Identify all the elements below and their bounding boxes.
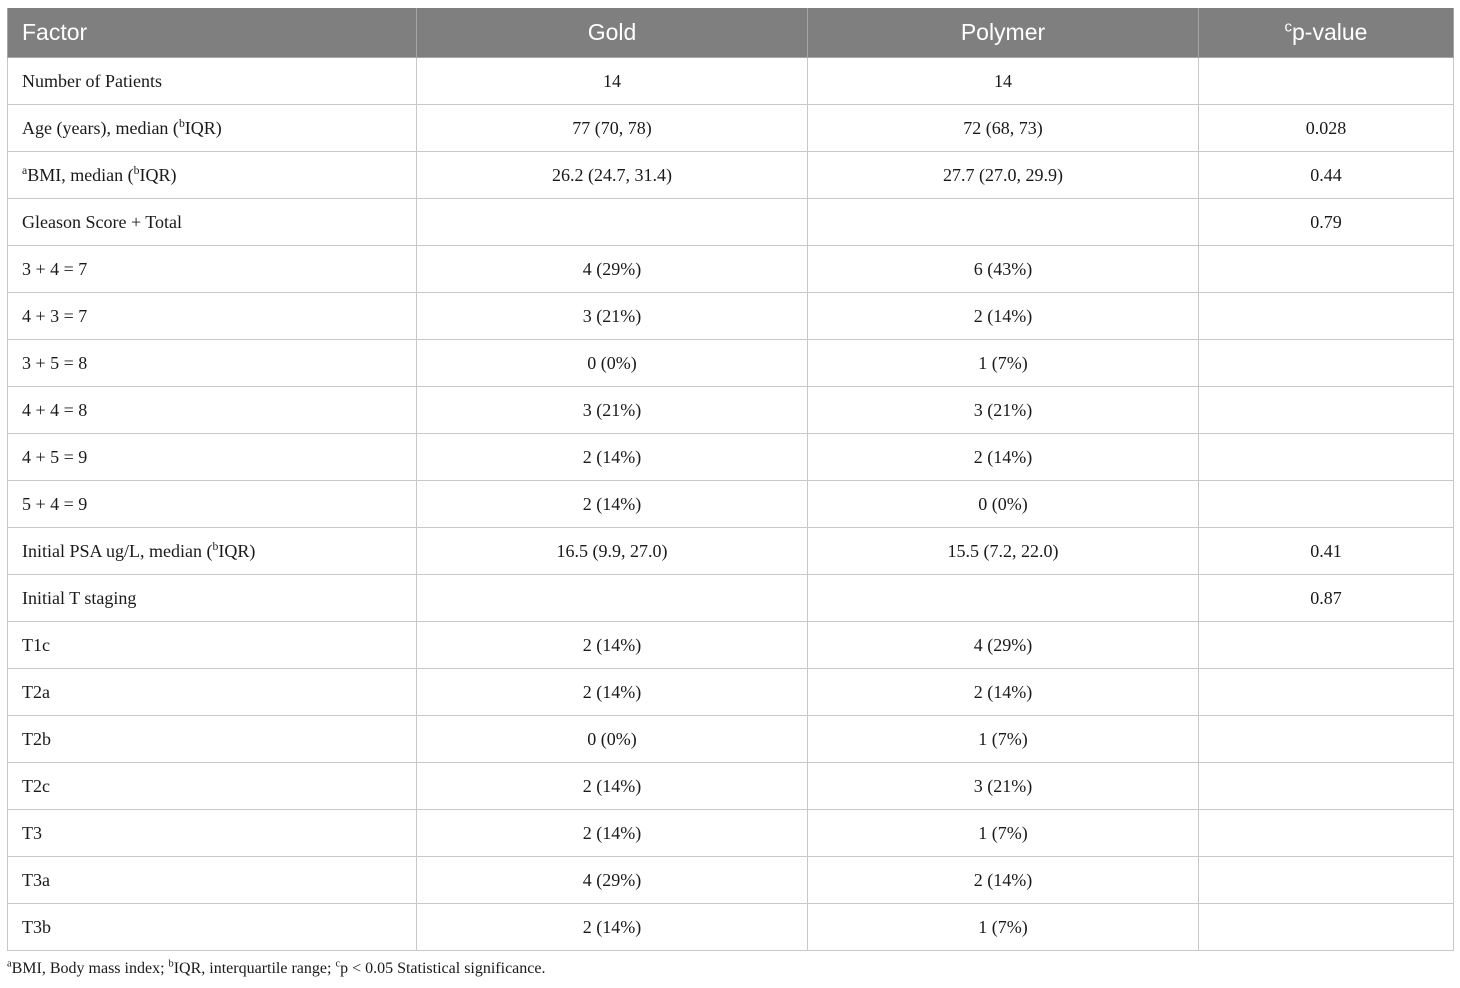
pvalue-cell: 0.87 [1199, 575, 1454, 622]
factor-cell [8, 246, 417, 293]
table-row [8, 763, 1454, 810]
polymer-cell: 6 (43%) [808, 246, 1199, 293]
gold-cell: 77 (70, 78) [417, 105, 808, 152]
table-row [8, 904, 1454, 951]
factor-label: T3 [22, 822, 42, 843]
header-gold: Gold [417, 8, 808, 58]
polymer-cell [808, 575, 1199, 622]
polymer-cell: 2 (14%) [808, 669, 1199, 716]
gold-cell [417, 575, 808, 622]
factor-label: 4 + 4 = 8 [22, 399, 88, 420]
factor-superscript: b [133, 163, 140, 177]
polymer-cell: 2 (14%) [808, 434, 1199, 481]
gold-cell: 0 (0%) [417, 716, 808, 763]
pvalue-cell: 0.79 [1199, 199, 1454, 246]
factor-cell [8, 199, 417, 246]
table-row [8, 340, 1454, 387]
table-row [8, 105, 1454, 152]
factor-cell [8, 434, 417, 481]
factor-cell [8, 857, 417, 904]
factor-label-suffix: IQR) [139, 164, 177, 185]
factor-cell [8, 716, 417, 763]
gold-cell: 2 (14%) [417, 622, 808, 669]
factor-label: Number of Patients [22, 70, 162, 91]
table-row [8, 810, 1454, 857]
factor-label: T3b [22, 916, 51, 937]
gold-cell: 4 (29%) [417, 246, 808, 293]
header-row [8, 8, 1454, 58]
table-container [7, 8, 1453, 951]
footnote-c-superscript: c [335, 958, 341, 970]
polymer-cell [808, 199, 1199, 246]
footnote-c-text: p < 0.05 Statistical significance. [340, 960, 546, 977]
table-row [8, 622, 1454, 669]
factor-label: Initial T staging [22, 587, 137, 608]
polymer-cell: 4 (29%) [808, 622, 1199, 669]
footnote-b-text: IQR, interquartile range; [173, 960, 336, 977]
polymer-cell: 72 (68, 73) [808, 105, 1199, 152]
factor-prefix-superscript: a [22, 163, 28, 177]
polymer-cell: 27.7 (27.0, 29.9) [808, 152, 1199, 199]
table-row [8, 387, 1454, 434]
factor-label: 3 + 4 = 7 [22, 258, 88, 279]
factor-superscript: b [178, 116, 185, 130]
factor-label: T2a [22, 681, 50, 702]
polymer-cell: 0 (0%) [808, 481, 1199, 528]
polymer-cell: 3 (21%) [808, 763, 1199, 810]
pvalue-cell [1199, 434, 1454, 481]
header-pvalue-label: p-value [1292, 19, 1368, 45]
polymer-cell: 15.5 (7.2, 22.0) [808, 528, 1199, 575]
polymer-cell: 2 (14%) [808, 293, 1199, 340]
pvalue-cell [1199, 904, 1454, 951]
factor-label-suffix: IQR) [184, 117, 222, 138]
header-factor: Factor [8, 8, 417, 58]
factor-cell [8, 575, 417, 622]
pvalue-cell [1199, 481, 1454, 528]
gold-cell: 14 [417, 58, 808, 105]
pvalue-cell [1199, 246, 1454, 293]
table-row [8, 669, 1454, 716]
factor-cell [8, 293, 417, 340]
table-row [8, 575, 1454, 622]
footnote-b-superscript: b [168, 958, 174, 970]
pvalue-cell [1199, 810, 1454, 857]
factor-cell [8, 810, 417, 857]
table-row [8, 481, 1454, 528]
pvalue-cell: 0.44 [1199, 152, 1454, 199]
table-footnote [7, 960, 545, 978]
pvalue-cell [1199, 669, 1454, 716]
gold-cell: 0 (0%) [417, 340, 808, 387]
polymer-cell: 14 [808, 58, 1199, 105]
polymer-cell: 1 (7%) [808, 904, 1199, 951]
factor-label: 3 + 5 = 8 [22, 352, 88, 373]
factor-label: 5 + 4 = 9 [22, 493, 88, 514]
factor-label: T2b [22, 728, 51, 749]
footnote-a-superscript: a [7, 958, 12, 970]
pvalue-cell [1199, 763, 1454, 810]
factor-superscript: b [212, 539, 219, 553]
factor-label: T1c [22, 634, 50, 655]
pvalue-cell [1199, 387, 1454, 434]
header-pvalue-superscript: c [1284, 18, 1293, 36]
pvalue-cell: 0.41 [1199, 528, 1454, 575]
factor-label: T3a [22, 869, 50, 890]
table-row [8, 199, 1454, 246]
polymer-cell: 1 (7%) [808, 810, 1199, 857]
factor-label: 4 + 5 = 9 [22, 446, 88, 467]
factor-label: Initial PSA ug/L, median ( [22, 540, 213, 561]
polymer-cell: 1 (7%) [808, 716, 1199, 763]
table-row [8, 246, 1454, 293]
factor-cell [8, 340, 417, 387]
factor-cell [8, 481, 417, 528]
pvalue-cell [1199, 58, 1454, 105]
table-row [8, 528, 1454, 575]
gold-cell: 2 (14%) [417, 434, 808, 481]
table-row [8, 58, 1454, 105]
table-row [8, 293, 1454, 340]
gold-cell: 3 (21%) [417, 387, 808, 434]
polymer-cell: 1 (7%) [808, 340, 1199, 387]
gold-cell: 2 (14%) [417, 481, 808, 528]
polymer-cell: 3 (21%) [808, 387, 1199, 434]
pvalue-cell [1199, 716, 1454, 763]
gold-cell: 26.2 (24.7, 31.4) [417, 152, 808, 199]
factor-cell [8, 528, 417, 575]
gold-cell: 2 (14%) [417, 669, 808, 716]
data-table [7, 8, 1454, 951]
header-polymer: Polymer [808, 8, 1199, 58]
pvalue-cell [1199, 622, 1454, 669]
factor-cell [8, 763, 417, 810]
factor-cell [8, 622, 417, 669]
factor-label: T2c [22, 775, 50, 796]
factor-label-suffix: IQR) [218, 540, 256, 561]
factor-label: BMI, median ( [27, 164, 134, 185]
factor-cell [8, 105, 417, 152]
gold-cell: 3 (21%) [417, 293, 808, 340]
pvalue-cell: 0.028 [1199, 105, 1454, 152]
pvalue-cell [1199, 340, 1454, 387]
header-pvalue [1199, 8, 1454, 58]
gold-cell: 2 (14%) [417, 763, 808, 810]
factor-label: 4 + 3 = 7 [22, 305, 88, 326]
gold-cell: 2 (14%) [417, 904, 808, 951]
factor-label: Gleason Score + Total [22, 211, 183, 232]
gold-cell [417, 199, 808, 246]
footnote-a-text: BMI, Body mass index; [11, 960, 169, 977]
table-row [8, 152, 1454, 199]
factor-cell [8, 904, 417, 951]
gold-cell: 2 (14%) [417, 810, 808, 857]
factor-label: Age (years), median ( [22, 117, 179, 138]
table-body [8, 58, 1454, 951]
factor-cell [8, 669, 417, 716]
table-row [8, 857, 1454, 904]
factor-cell [8, 58, 417, 105]
table-row [8, 716, 1454, 763]
gold-cell: 4 (29%) [417, 857, 808, 904]
factor-cell [8, 152, 417, 199]
factor-cell [8, 387, 417, 434]
pvalue-cell [1199, 293, 1454, 340]
table-row [8, 434, 1454, 481]
gold-cell: 16.5 (9.9, 27.0) [417, 528, 808, 575]
pvalue-cell [1199, 857, 1454, 904]
polymer-cell: 2 (14%) [808, 857, 1199, 904]
